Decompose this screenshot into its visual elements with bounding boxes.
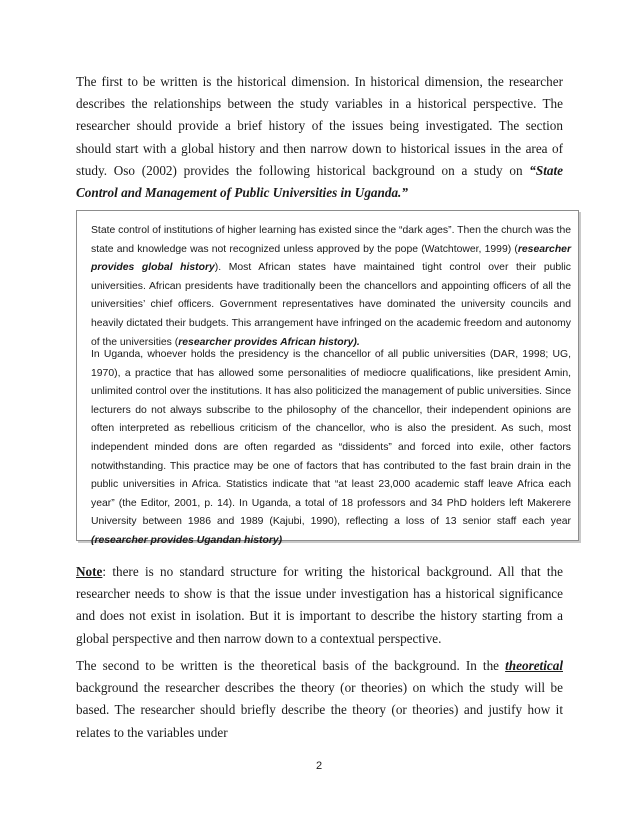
paragraph-text: The second to be written is the theoretical basis of the background. In the bbox=[76, 658, 506, 673]
paragraph-text: The first to be written is the historical dimension. In historical dimension, the researcher describes the relationships between the study variables in a historical perspective. The researcher should provide a brief history of the issues being investigated. The section should start with a global history and then narrow down to historical issues in the area of study. Oso (2002) provides the following historical background on a study on bbox=[76, 74, 563, 178]
global-history-note: researcher provides global history bbox=[91, 243, 571, 274]
historical-background-example-box bbox=[76, 210, 579, 546]
theoretical-basis-paragraph bbox=[76, 655, 563, 744]
example-text: State control of institutions of higher learning has existed since the “dark ages”. Then the church was the state and knowledge was not recognized unless approved by the pope (Watchtower, 1999) ( bbox=[91, 225, 571, 255]
african-history-note: researcher provides African history). bbox=[178, 336, 360, 348]
note-text: : there is no standard structure for writing the historical background. All that the researcher needs to show is that the issue under investigation has a historical significance and does not exist in isolation. But it is important to describe the history starting from a global perspective and then narrow down to a contextual perspective. bbox=[76, 564, 563, 646]
note-label: Note bbox=[76, 564, 103, 579]
theoretical-emphasis: theoretical bbox=[505, 658, 563, 673]
page-number: 2 bbox=[315, 760, 323, 772]
paragraph-text: background the researcher describes the theory (or theories) on which the study will be based. The researcher should briefly describe the theory (or theories) and justify how it relates to the variables under bbox=[76, 680, 563, 740]
example-paragraph-global-african bbox=[91, 222, 571, 352]
historical-dimension-paragraph bbox=[76, 71, 563, 204]
example-paragraph-uganda bbox=[91, 346, 571, 551]
study-title: “State Control and Management of Public Universities in Uganda.” bbox=[76, 162, 563, 201]
example-text: ). Most African states have maintained tight control over their public universities. African presidents have traditionally been the chancellors and appointing officers of all the universities’ chief officers. Government representatives have dominated the university councils and heavily dictated their budgets. This arrangement have infringed on the academic freedom and autonomy of the universities ( bbox=[91, 262, 571, 348]
ugandan-history-note: (researcher provides Ugandan history) bbox=[91, 534, 283, 546]
example-text: In Uganda, whoever holds the presidency is the chancellor of all public universities (DAR, 1998; UG, 1970), a practice that has allowed some personalities of mediocre qualifications, like president Amin, unlimited control over the institutions. It has also politicized the management of public universities. Since lecturers do not always subscribe to the philosophy of the chancellor, their independent opinions are often interpreted as rebellious criticism of the chancellor, who is also the president. As such, most independent minded dons are often regarded as “dissidents” and forced into exile, other factors notwithstanding. This practice may be one of factors that has contributed to the fast brain drain in the public universities in Africa. Statistics indicate that “at least 23,000 academic staff leave Africa each year” (the Editor, 2001, p. 14). In Uganda, a total of 18 professors and 34 PhD holders left Makerere University between 1986 and 1989 (Kajubi, 1990), reflecting a loss of 13 senior staff each year bbox=[91, 349, 571, 528]
note-paragraph bbox=[76, 561, 563, 650]
